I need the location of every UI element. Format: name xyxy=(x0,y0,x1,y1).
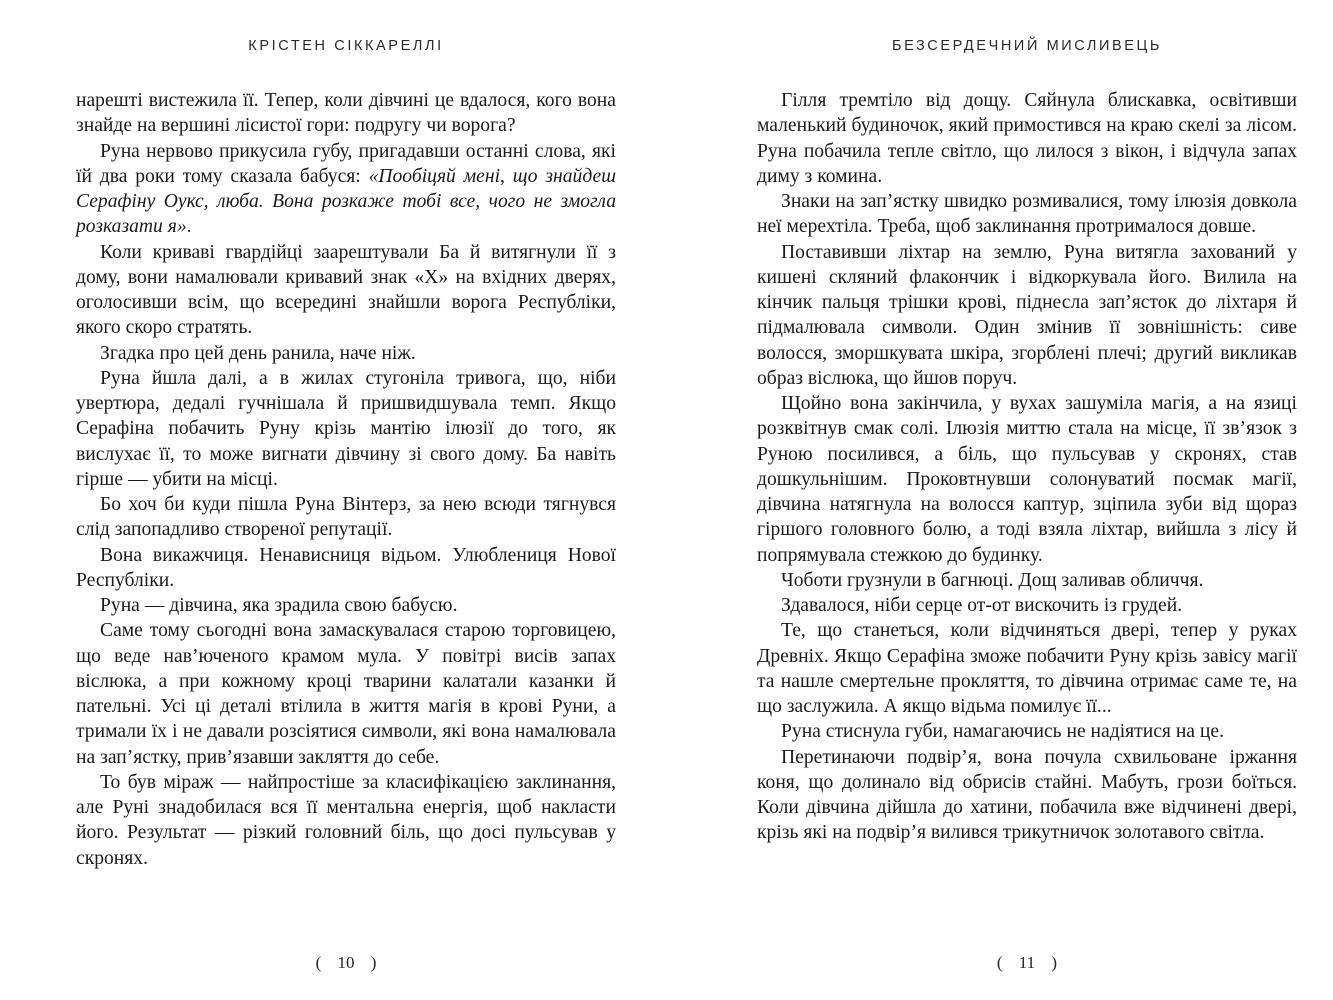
page-number: ( 10 ) xyxy=(315,953,377,972)
paragraph: Руна стиснула губи, намагаючись не надіятися на це. xyxy=(781,721,1224,743)
paragraph: Щойно вона закінчила, у вухах зашуміла магія, а на язиці розквітнув смак солі. Ілюзія миттю стала на місце, її зв’язок з Руною посилився, а біль, що пульсував у скронях, став дошкульнішим. Проковтнувши солонуватий посмак магії, дівчина натягнула на волосся каптур, зціпила зуби від щораз гіршого головного болю, а тоді взяла ліхтар, вийшла з лісу й попрямувала стежкою до будинку. xyxy=(757,393,1297,566)
paragraph: Руна — дівчина, яка зрадила свою бабусю. xyxy=(100,595,458,616)
paragraph: Саме тому сьогодні вона замаскувалася старою торговицею, що веде нав’юченого крамом мула. У повітрі висів запах віслюка, а при кожному кроці тварини калатали казанки й пательні. Усі ці деталі втілила в життя магія в крові Руни, а тримали їх і не давали розсіятися символи, які вона намалювала на зап’ястку, прив’язавши закляття до себе. xyxy=(76,620,616,768)
paragraph-text: Руна нервово прикусила губу, пригадавши останні слова, які їй два роки тому сказала бабуся: xyxy=(76,140,616,187)
paragraph: Гілля тремтіло від дощу. Сяйнула блискавка, освітивши маленький будиночок, який примостився на краю скелі за лісом. Руна побачила тепле світло, що лилося з вікон, і відчула запах диму з комина. xyxy=(757,90,1297,187)
running-head-title: БЕЗСЕРДЕЧНИЙ МИСЛИВЕЦЬ xyxy=(891,38,1163,54)
paragraph: Коли криваві гвардійці заарештували Ба й витягнули її з дому, вони намалювали кривавий знак «Х» на вхідних дверях, оголосивши всім, що всередині знайшли ворога Республіки, якого скоро стратять. xyxy=(76,241,616,339)
paragraph xyxy=(76,139,616,240)
quoted-italic-text: «Пообіцяй мені, що знайдеш Серафіну Оукс, люба. Вона розкаже тобі все, чого не змогла розказати я» xyxy=(76,165,616,238)
paragraph: Здавалося, ніби серце от-от вискочить із грудей. xyxy=(781,595,1183,616)
paragraph: То був міраж — найпростіше за класифікацією заклинання, але Руні знадобилася вся її ментальна енергія, щоб накласти його. Результат — різкий головний біль, що досі пульсував у скронях. xyxy=(76,771,616,869)
paragraph: Руна йшла далі, а в жилах стугоніла тривога, що, ніби увертюра, дедалі гучнішала й пришвидшувала темп. Якщо Серафіна побачить Руну крізь мантію ілюзії до того, як вислухає її, то може вигнати дівчину зі свого дому. Ба навіть гірше — убити на місці. xyxy=(76,367,616,490)
paragraph: Вона викажчиця. Ненависниця відьом. Улюблениця Нової Республіки. xyxy=(76,544,616,591)
right-page-body xyxy=(757,88,1297,846)
paragraph: Знаки на зап’ястку швидко розмивалися, тому ілюзія довкола неї мерехтіла. Треба, щоб заклинання протрималося довше. xyxy=(757,191,1297,238)
left-page-body xyxy=(76,88,616,871)
page-number: ( 11 ) xyxy=(996,953,1058,972)
paragraph: Згадка про цей день ранила, наче ніж. xyxy=(100,342,416,364)
paragraph-punctuation: . xyxy=(186,216,192,238)
paragraph: нарешті вистежила її. Тепер, коли дівчині це вдалося, кого вона знайде на вершині лісистої гори: подругу чи ворога? xyxy=(76,90,616,137)
paragraph: Те, що станеться, коли відчиняться двері, тепер у руках Древніх. Якщо Серафіна зможе побачити Руну крізь завісу магії та нашле смертельне прокляття, то дівчина отримає саме те, на що заслужила. А якщо відьма помилує її... xyxy=(757,620,1297,717)
running-head-author: КРІСТЕН СІККАРЕЛЛІ xyxy=(248,38,444,54)
paragraph: Поставивши ліхтар на землю, Руна витягла захований у кишені скляний флакончик і відкоркувала його. Вилила на кінчик пальця трішки крові, піднесла зап’ясток до ліхтаря й підмалювала символи. Один змінив її зовнішність: сиве волосся, зморшкувата шкіра, згорблені плечі; другий викликав образ віслюка, що йшов поруч. xyxy=(757,241,1297,389)
paragraph: Бо хоч би куди пішла Руна Вінтерз, за нею всюди тягнувся слід запопадливо створеної репутації. xyxy=(76,494,616,541)
paragraph: Перетинаючи подвір’я, вона почула схвильоване іржання коня, що долинало від обрисів стайні. Мабуть, грози боїться. Коли дівчина дійшла до хатини, побачила вже відчинені двері, крізь які на подвір’я вилився трикутничок золотавого світла. xyxy=(757,746,1297,844)
left-page xyxy=(76,0,616,1000)
paragraph: Чоботи грузнули в багнюці. Дощ заливав обличчя. xyxy=(781,569,1204,591)
right-page xyxy=(757,0,1297,1000)
